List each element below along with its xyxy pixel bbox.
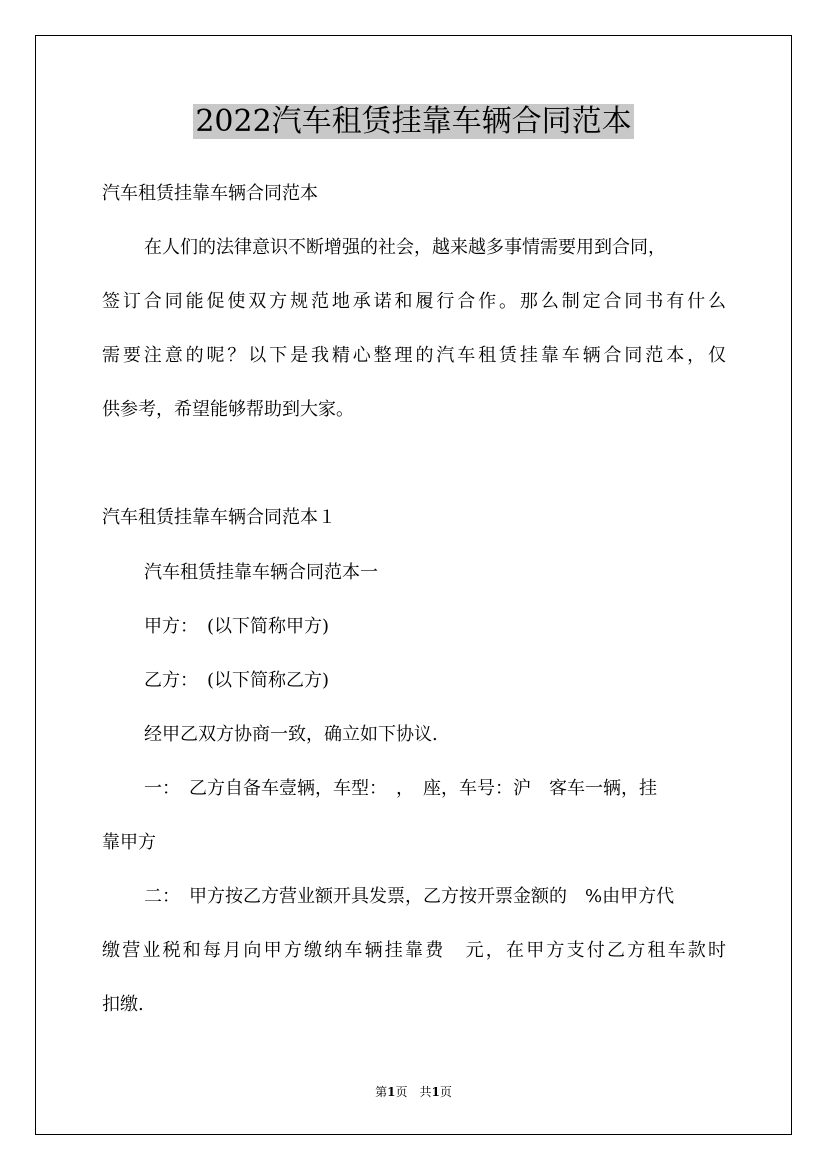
clause-2-line-3: 扣缴. (102, 994, 144, 1015)
clause-1-line-2: 靠甲方 (102, 832, 156, 853)
intro-line-4: 供参考，希望能够帮助到大家。 (102, 399, 354, 420)
section-subheading: 汽车租赁挂靠车辆合同范本一 (144, 562, 378, 583)
agreement-line: 经甲乙双方协商一致，确立如下协议. (144, 724, 438, 745)
intro-line-2: 签订合同能促使双方规范地承诺和履行合作。那么制定合同书有什么 (102, 291, 726, 312)
clause-2-line-1: 二： 甲方按乙方营业额开具发票，乙方按开票金额的 %由甲方代 (144, 886, 675, 907)
page-footer (0, 1084, 827, 1100)
page-footer-prefix: 第 (375, 1085, 388, 1099)
clause-1-line-1: 一： 乙方自备车壹辆，车型： ， 座，车号：沪 客车一辆，挂 (144, 778, 657, 799)
page-footer-mid: 页 共 (395, 1085, 432, 1099)
document-title (0, 100, 827, 144)
page-footer-suffix: 页 (439, 1085, 452, 1099)
clause-2-line-2: 缴营业税和每月向甲方缴纳车辆挂靠费 元，在甲方支付乙方租车款时 (102, 940, 726, 961)
party-a-line: 甲方： (以下简称甲方) (144, 616, 330, 637)
section-heading: 汽车租赁挂靠车辆合同范本１ (102, 507, 336, 528)
intro-line-3: 需要注意的呢？以下是我精心整理的汽车租赁挂靠车辆合同范本，仅 (102, 345, 726, 366)
document-subtitle: 汽车租赁挂靠车辆合同范本 (102, 183, 318, 204)
page-total: 1 (431, 1085, 440, 1099)
intro-line-1: 在人们的法律意识不断增强的社会，越来越多事情需要用到合同， (144, 237, 666, 258)
document-title-text: 2022汽车租赁挂靠车辆合同范本 (195, 104, 632, 139)
party-b-line: 乙方： (以下简称乙方) (144, 670, 330, 691)
page-number: 1 (387, 1085, 396, 1099)
